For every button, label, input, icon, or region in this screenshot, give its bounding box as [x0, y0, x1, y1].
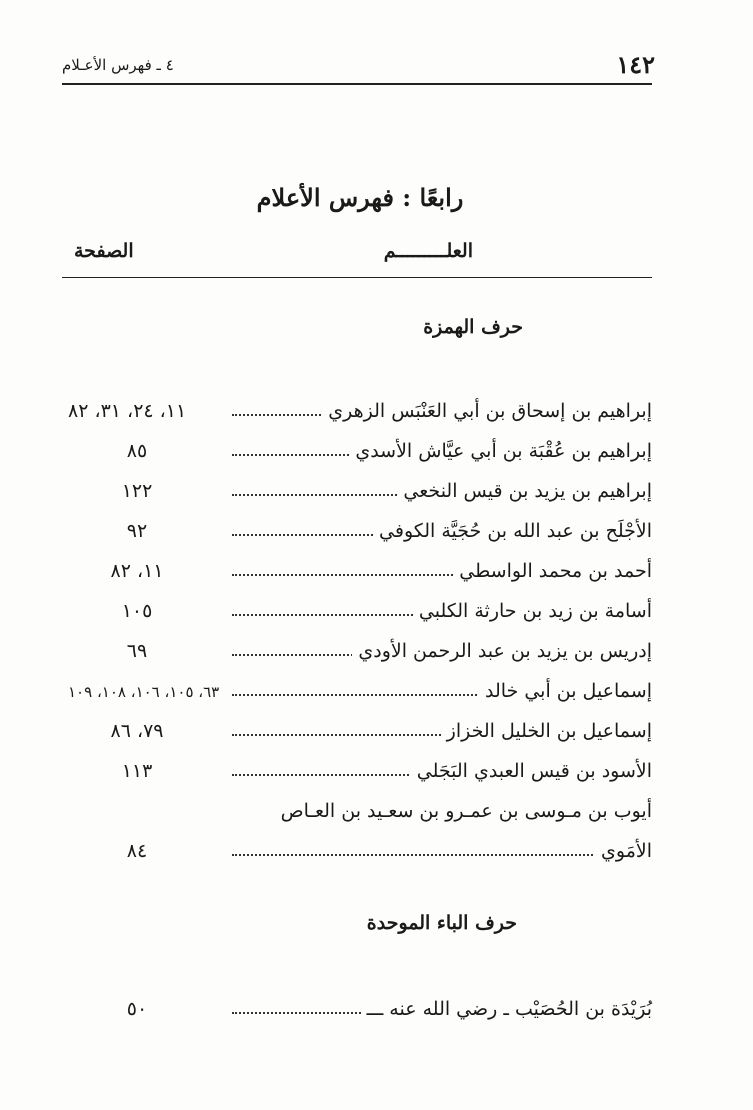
- section-title-hamza: حرف الهمزة: [423, 316, 523, 338]
- column-header-name: العلـــــــــم: [383, 240, 473, 262]
- index-entry: [62, 432, 652, 472]
- index-entry: [62, 990, 652, 1030]
- index-entry: [62, 392, 652, 432]
- entry-name: إبراهيم بن إسحاق بن أبي العَنْبَس الزهري: [322, 400, 652, 422]
- index-entry: [62, 832, 652, 872]
- entry-pages: ١١، ٨٢: [110, 560, 164, 582]
- entry-name: الأمَوي: [595, 840, 652, 862]
- entry-name: إسماعيل بن أبي خالد: [479, 680, 652, 702]
- entry-pages: ٦٩: [126, 640, 148, 662]
- entry-name: أحمد بن محمد الواسطي: [453, 560, 652, 582]
- index-entry: [62, 712, 652, 752]
- entry-pages: ٨٤: [126, 840, 148, 862]
- index-entry: [62, 752, 652, 792]
- entry-pages: ١١٣: [121, 760, 153, 782]
- column-header-page: الصفحة: [74, 240, 134, 262]
- entry-pages: ٩٢: [126, 520, 148, 542]
- index-entry: [62, 512, 652, 552]
- entry-name: الأسود بن قيس العبدي البَجَلي: [411, 760, 652, 782]
- leader-dots: [232, 854, 652, 856]
- entry-pages: ٧٩، ٨٦: [110, 720, 164, 742]
- index-heading: رابعًا : فهرس الأعلام: [256, 183, 464, 212]
- index-entry: [62, 632, 652, 672]
- entry-name: إسماعيل بن الخليل الخزاز: [441, 720, 652, 742]
- index-entry: [62, 592, 652, 632]
- entry-name: إبراهيم بن يزيد بن قيس النخعي: [397, 480, 652, 502]
- entry-name: أسامة بن زيد بن حارثة الكلبي: [413, 600, 652, 622]
- entry-name: الأجْلَح بن عبد الله بن حُجَيَّة الكوفي: [373, 520, 652, 542]
- running-header: [62, 50, 655, 80]
- entry-pages: ٨٥: [126, 440, 148, 462]
- index-entry-first-line: [62, 792, 652, 832]
- entry-pages: ١١، ٢٤، ٣١، ٨٢: [68, 400, 187, 422]
- entry-pages: ٦٣، ١٠٥، ١٠٦، ١٠٨، ١٠٩: [68, 683, 220, 701]
- index-entry: [62, 552, 652, 592]
- page-number: ١٤٢: [616, 50, 655, 79]
- index-entry: [62, 472, 652, 512]
- entry-name: بُرَيْدَة بن الحُصَيْب ـ رضي الله عنه ـــ: [361, 998, 652, 1020]
- header-rule: [62, 83, 652, 85]
- entry-pages: ٥٠: [126, 998, 148, 1020]
- column-rule: [62, 277, 652, 278]
- entry-pages: ١٠٥: [121, 600, 153, 622]
- index-entry: [62, 672, 652, 712]
- entry-pages: ١٢٢: [121, 480, 153, 502]
- entry-name: إبراهيم بن عُقْبَة بن أبي عيَّاش الأسدي: [349, 440, 652, 462]
- section-title-ba: حرف الباء الموحدة: [366, 912, 517, 934]
- entry-name-line1: أيوب بن مـوسى بن عمـرو بن سعـيد بن العـاص: [280, 800, 652, 822]
- running-title: ٤ ـ فهرس الأعـلام: [62, 56, 174, 74]
- entry-name: إدريس بن يزيد بن عبد الرحمن الأودي: [352, 640, 652, 662]
